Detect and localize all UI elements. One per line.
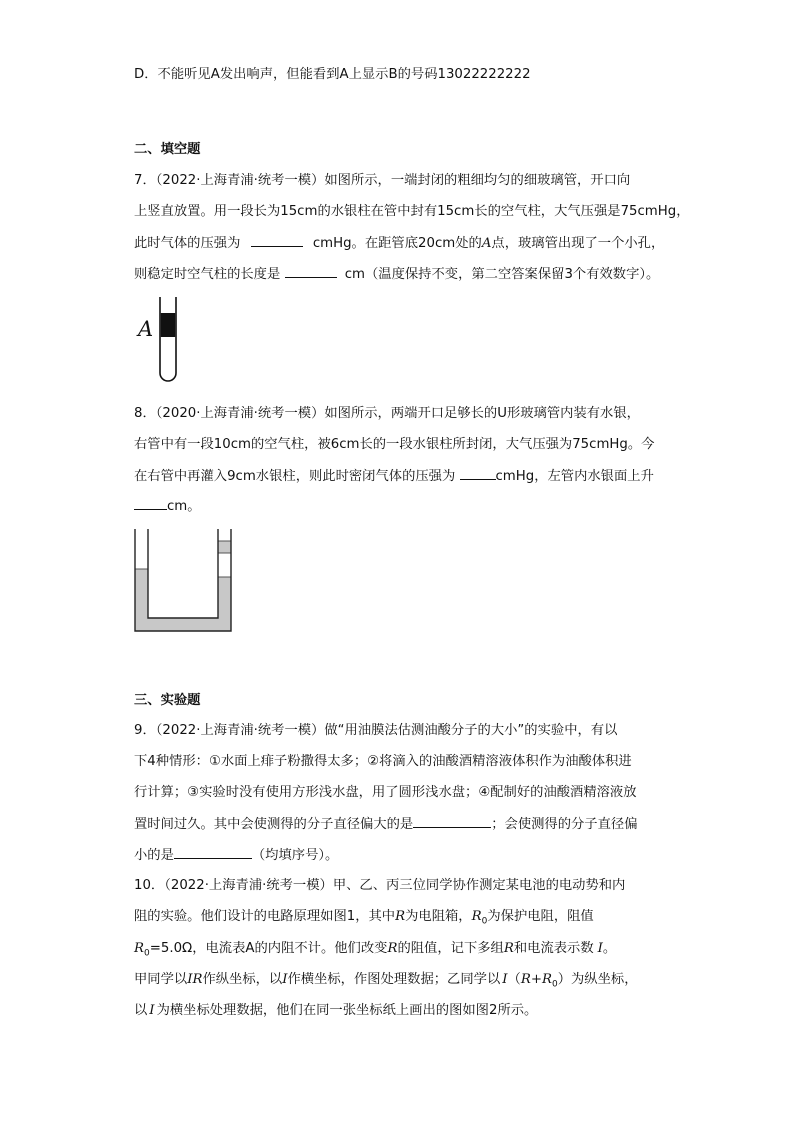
q9-line-5 [134,846,338,865]
q10-text: 和电流表示数 [513,941,594,956]
q8-line-4 [134,497,201,516]
q7-text: 此时气体的压强为 [134,236,241,251]
q10-var-r: R [395,909,406,924]
q10-var-r: R [387,941,398,956]
q7-line-1: 7．（2022·上海青浦·统考一模）如图所示，一端封闭的粗细均匀的细玻璃管，开口向 [134,173,631,188]
q10-var-r-plus-r0: R+R [520,972,552,987]
q7-text: cm（温度保持不变，第二空答案保留3个有效数字）。 [344,267,660,282]
q7-line-4 [134,265,659,284]
q7-line-3 [134,234,664,253]
q10-var-r0: R [134,941,145,956]
q8-answer-blank-1[interactable] [460,467,496,480]
q7-answer-blank-1[interactable] [251,234,303,247]
q10-text: （ [507,972,521,987]
q10-text: =5.0Ω，电流表A的内阻不计。他们改变 [149,941,388,956]
q9-answer-blank-2[interactable] [174,846,252,859]
q8-line-2: 右管中有一段10cm的空气柱，被6cm长的一段水银柱所封闭，大气压强为75cmHg。今 [134,437,655,452]
q8-line-1: 8．（2020·上海青浦·统考一模）如图所示，两端开口足够长的U形玻璃管内装有水银， [134,406,640,421]
q10-subscript: 0 [551,979,558,990]
q7-figure-label-a: A [138,317,154,341]
q9-line-2: 下4种情形：①水面上痱子粉撒得太多；②将滴入的油酸酒精溶液体积作为油酸体积进 [134,754,632,769]
q10-text: 。 [602,941,617,956]
q10-var-i: I [597,941,603,956]
q7-text: 则稳定时空气柱的长度是 [134,267,281,282]
q10-text: 以 [134,1003,148,1018]
q9-line-4 [134,815,638,834]
q10-subscript: 0 [481,916,488,927]
q10-line-5 [134,1002,537,1020]
q10-text: 阻的实验。他们设计的电路原理如图1，其中 [134,909,396,924]
q10-text: 作纵坐标，以 [202,972,283,987]
q7-text: 点，玻璃管出现了一个小孔， [491,236,665,251]
q7-text: cmHg。在距管底20cm处的 [312,236,482,251]
q10-text: 甲同学以 [134,972,188,987]
q8-text: cmHg，左管内水银面上升 [495,469,654,484]
q9-text: （均填序号）。 [251,848,339,863]
q7-line-2: 上竖直放置。用一段长为15cm的水银柱在管中封有15cm长的空气柱，大气压强是75cmHg， [134,204,690,219]
q9-text: 小的是 [134,848,174,863]
q8-answer-blank-2[interactable] [134,497,167,510]
q8-u-tube-figure [130,527,236,635]
section-fill-blank-title: 二、填空题 [134,142,201,157]
q9-text: ；会使测得的分子直径偏 [491,817,638,832]
q10-var-i: I [502,972,508,987]
q7-point-a: A [481,236,492,251]
q10-text: 为横坐标处理数据，他们在同一张坐标纸上画出的图如图2所示。 [156,1003,538,1018]
q8-text: 在右管中再灌入9cm水银柱，则此时密闭气体的压强为 [134,469,456,484]
q10-text: 的阻值，记下多组 [397,941,504,956]
q10-subscript: 0 [144,948,150,959]
q10-text: 为保护电阻，阻值 [487,909,594,924]
option-d: D．不能听见A发出响声，但能看到A上显示B的号码13022222222 [134,67,531,82]
q10-line-4 [134,971,638,994]
q10-line-2 [134,908,594,931]
q9-answer-blank-1[interactable] [413,815,491,828]
q10-var-r0: R [471,909,482,924]
q10-text: 作横坐标，作图处理数据；乙同学以 [287,972,501,987]
q9-line-3: 行计算；③实验时没有使用方形浅水盘，用了圆形浅水盘；④配制好的油酸酒精溶液放 [134,785,637,800]
q9-text: 置时间过久。其中会使测得的分子直径偏大的是 [134,817,414,832]
q10-text: 为电阻箱， [405,909,472,924]
q10-var-i: I [149,1003,155,1018]
q10-line-3 [134,940,616,963]
q10-var-r: R [503,941,514,956]
q10-text: ）为纵坐标， [557,972,638,987]
q8-line-3 [134,467,654,486]
q10-line-1: 10．（2022·上海青浦·统考一模）甲、乙、丙三位同学协作测定某电池的电动势和内 [134,878,626,893]
q10-var-i: I [282,972,288,987]
section-experiment-title: 三、实验题 [134,693,201,708]
q7-tube-figure [150,295,190,385]
q10-var-ir: IR [187,972,203,987]
q8-text: cm。 [167,499,201,514]
q9-line-1: 9．（2022·上海青浦·统考一模）做“用油膜法估测油酸分子的大小”的实验中，有以 [134,723,618,738]
q7-answer-blank-2[interactable] [285,265,337,278]
